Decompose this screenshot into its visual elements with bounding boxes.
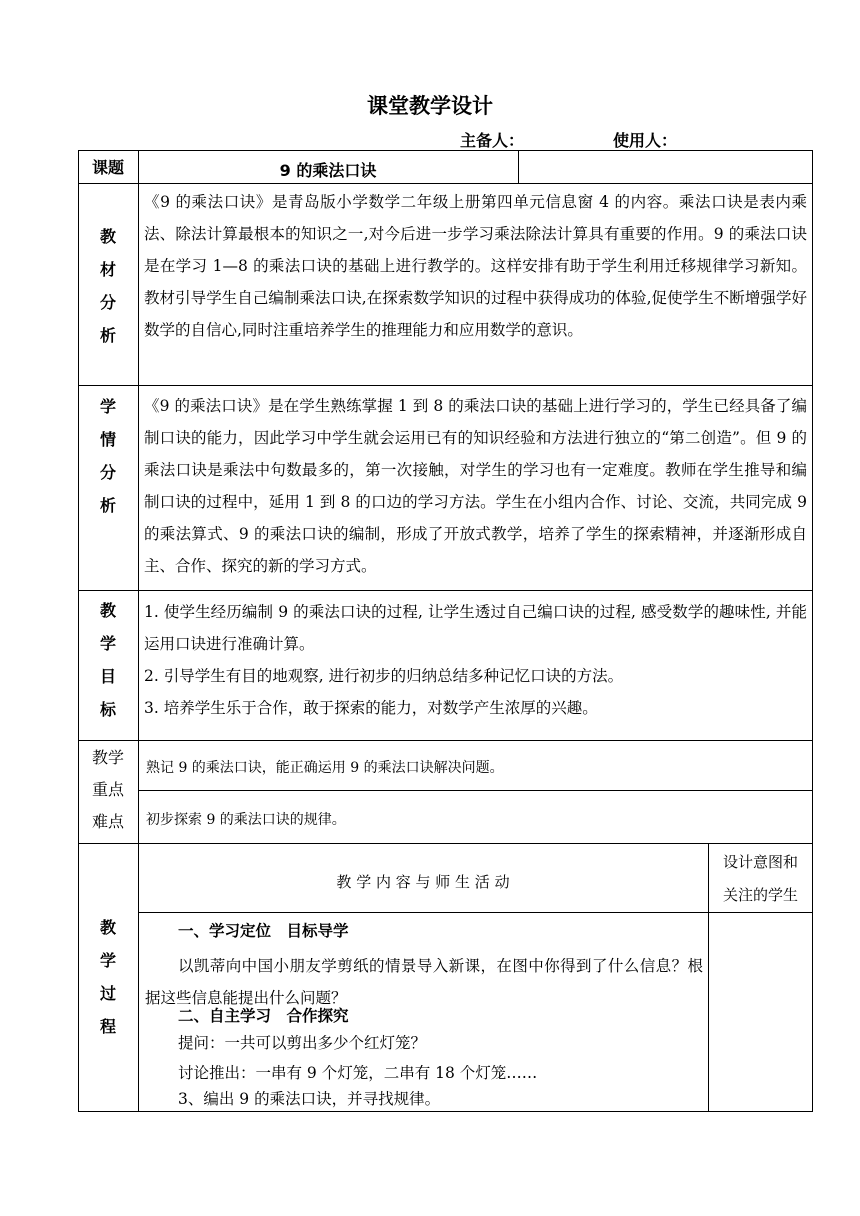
section1-text: 以凯蒂向中国小朋友学剪纸的情景导入新课，在图中你得到了什么信息？根据这些信息能提出什么问题？: [145, 957, 703, 1007]
section2-title: 二、自主学习 合作探究: [178, 1007, 349, 1025]
intent-header: 设计意图和 关注的学生: [722, 853, 798, 904]
process-line-2: 讨论推出：一串有 9 个灯笼，二串有 18 个灯笼……: [178, 1064, 538, 1082]
student-text: 《9 的乘法口诀》是在学生熟练掌握 1 到 8 的乘法口诀的基础上进行学习的，学生已经具备了编制口诀的能力，因此学习中学生就会运用已有的知识经验和方法进行独立的“第二创造”。但 9 的乘法口诀是乘法中句数最多的，第一次接触，对学生的学习也有一定难度。教师在学生推导和编制口诀的过程中，延用 1 到 8 的口边的学习方法。学生在小组内合作、讨论、交流，共同完成 9 的乘法算式、9 的乘法口诀的编制，形成了开放式教学，培养了学生的探索精神，并逐渐形成自主、合作、探究的新的学习方式。: [144, 397, 807, 575]
student-label: 学 情 分 析: [99, 397, 116, 515]
goal-item-1: 1. 使学生经历编制 9 的乘法口诀的过程, 让学生透过自己编口诀的过程, 感受数学的趣味性, 并能运用口诀进行准确计算。: [144, 603, 807, 653]
goal-item-2: 2. 引导学生有目的地观察, 进行初步的归纳总结多种记忆口诀的方法。: [144, 667, 624, 685]
process-label: 教 学 过 程: [99, 918, 116, 1036]
goals-list: [144, 596, 807, 724]
process-line-1: 提问：一共可以剪出多少个红灯笼？: [178, 1034, 427, 1052]
difficulty-text: 初步探索 9 的乘法口诀的规律。: [146, 812, 346, 828]
topic-value: 9 的乘法口诀: [279, 161, 377, 180]
goals-label: 教 学 目 标: [99, 601, 116, 719]
keypoints-label: 教学 重点 难点: [91, 748, 124, 831]
material-label: 教 材 分 析: [99, 227, 116, 345]
page-title: 课堂教学设计: [367, 94, 493, 118]
content-header: 教 学 内 容 与 师 生 活 动: [336, 873, 510, 891]
topic-label: 课题: [91, 158, 124, 177]
goal-item-3: 3. 培养学生乐于合作，敢于探索的能力，对数学产生浓厚的兴趣。: [144, 699, 598, 717]
user-label: 使用人：: [613, 131, 678, 150]
section1-title: 一、学习定位 目标导学: [178, 922, 349, 940]
process-line-3: 3、编出 9 的乘法口诀，并寻找规律。: [178, 1090, 441, 1108]
key-point-text: 熟记 9 的乘法口诀，能正确运用 9 的乘法口诀解决问题。: [146, 760, 504, 776]
preparer-label: 主备人：: [460, 131, 525, 150]
material-text: 《9 的乘法口诀》是青岛版小学数学二年级上册第四单元信息窗 4 的内容。乘法口诀是表内乘法、除法计算最根本的知识之一,对今后进一步学习乘法除法计算具有重要的作用。9 的乘法口诀是在学习 1—8 的乘法口诀的基础上进行教学的。这样安排有助于学生利用迁移规律学习新知。教材引导学生自己编制乘法口诀,在探索数学知识的过程中获得成功的体验,促使学生不断增强学好数学的自信心,同时注重培养学生的推理能力和应用数学的意识。: [144, 193, 807, 339]
